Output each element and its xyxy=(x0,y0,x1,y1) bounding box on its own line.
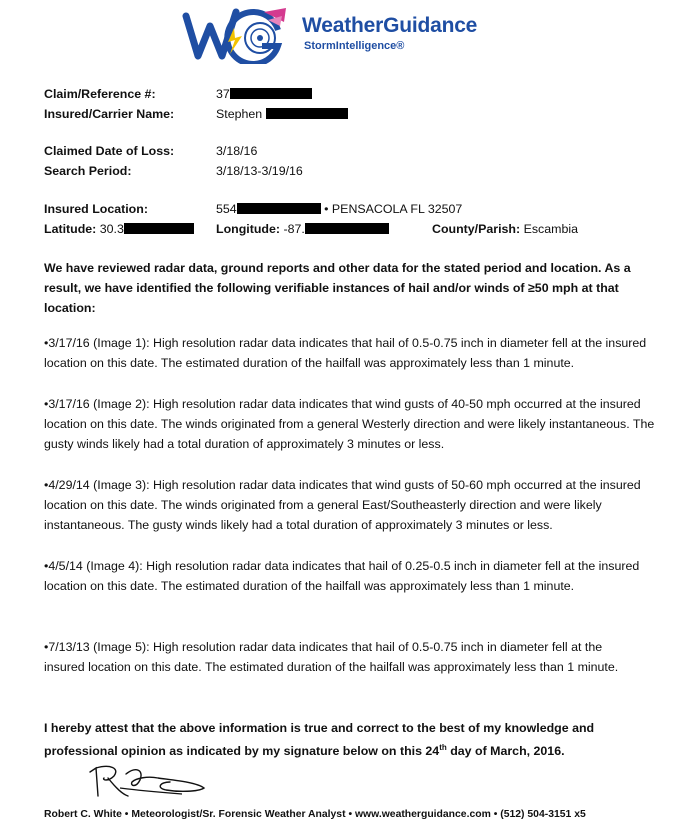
insured-value: Stephen xyxy=(216,107,263,121)
brand-tagline: StormIntelligence® xyxy=(304,40,405,52)
event-1: •3/17/16 (Image 1): High resolution radar data indicates that hail of 0.5-0.75 inch in diameter fell at the insured location on this date. The estimated duration of the hailfall was approximately less than 1 minute. xyxy=(44,336,647,370)
event-4: •4/5/14 (Image 4): High resolution radar data indicates that hail of 0.25-0.5 inch in diameter fell at the insured location on this date. The estimated duration of the hailfall was approximately less than 1 minute. xyxy=(44,559,640,593)
county-value: Escambia xyxy=(523,222,578,236)
longitude-label: Longitude: xyxy=(216,222,280,236)
wg-logo-icon xyxy=(182,6,300,64)
search-period-value: 3/18/13-3/19/16 xyxy=(216,164,303,178)
latitude-label: Latitude: xyxy=(44,222,97,236)
redaction-bar xyxy=(230,88,312,99)
event-3: •4/29/14 (Image 3): High resolution radar data indicates that wind gusts of 50-60 mph occurred at the insured location on this date. The winds originated from a general East/Southeasterly direction and were likely instantaneous. The gusty winds likely had a total duration of approximately 3 minutes or less. xyxy=(44,478,641,532)
date-of-loss-label: Claimed Date of Loss: xyxy=(44,144,175,158)
attestation-date: day of March, 2016. xyxy=(446,744,565,759)
redaction-bar xyxy=(237,203,321,214)
date-of-loss-value: 3/18/16 xyxy=(216,144,258,158)
event-2: •3/17/16 (Image 2): High resolution radar data indicates that wind gusts of 40-50 mph occurred at the insured location on this date. The winds originated from a general Westerly direction and were likely instantaneous. The gusty winds likely had a total duration of approximately 3 minutes or less. xyxy=(44,397,655,451)
location-label: Insured Location: xyxy=(44,202,148,216)
longitude-value: -87. xyxy=(283,222,305,236)
claim-value: 37 xyxy=(216,87,230,101)
search-period-label: Search Period: xyxy=(44,164,132,178)
weatherguidance-logo xyxy=(182,6,502,62)
redaction-bar xyxy=(305,223,389,234)
attestation-superscript: th xyxy=(439,743,447,752)
event-5: •7/13/13 (Image 5): High resolution radar data indicates that hail of 0.5-0.75 inch in diameter fell at the insured location on this date. The estimated duration of the hailfall was approximately less than 1 minute. xyxy=(44,640,619,674)
brand-name: WeatherGuidance xyxy=(302,14,478,37)
county-label: County/Parish: xyxy=(432,222,521,236)
insured-label: Insured/Carrier Name: xyxy=(44,107,175,121)
redaction-bar xyxy=(124,223,194,234)
attestation xyxy=(44,718,664,761)
location-suffix: • PENSACOLA FL 32507 xyxy=(324,202,463,216)
signature-image xyxy=(86,760,226,800)
redaction-bar xyxy=(266,108,348,119)
intro-paragraph: We have reviewed radar data, ground reports and other data for the stated period and location. As a result, we have identified the following verifiable instances of hail and/or winds of ≥50 mph at that location: xyxy=(44,261,631,315)
location-prefix: 554 xyxy=(216,202,237,216)
claim-label: Claim/Reference #: xyxy=(44,87,156,101)
footer-contact: Robert C. White • Meteorologist/Sr. Forensic Weather Analyst • www.weatherguidance.com • (512) 504-3151 x5 xyxy=(44,809,586,820)
latitude-value: 30.3 xyxy=(99,222,124,236)
attestation-text: I hereby attest that the above information is true and correct to the best of my knowledge and professional opinion as indicated by my signature below on this 24 xyxy=(44,721,595,759)
